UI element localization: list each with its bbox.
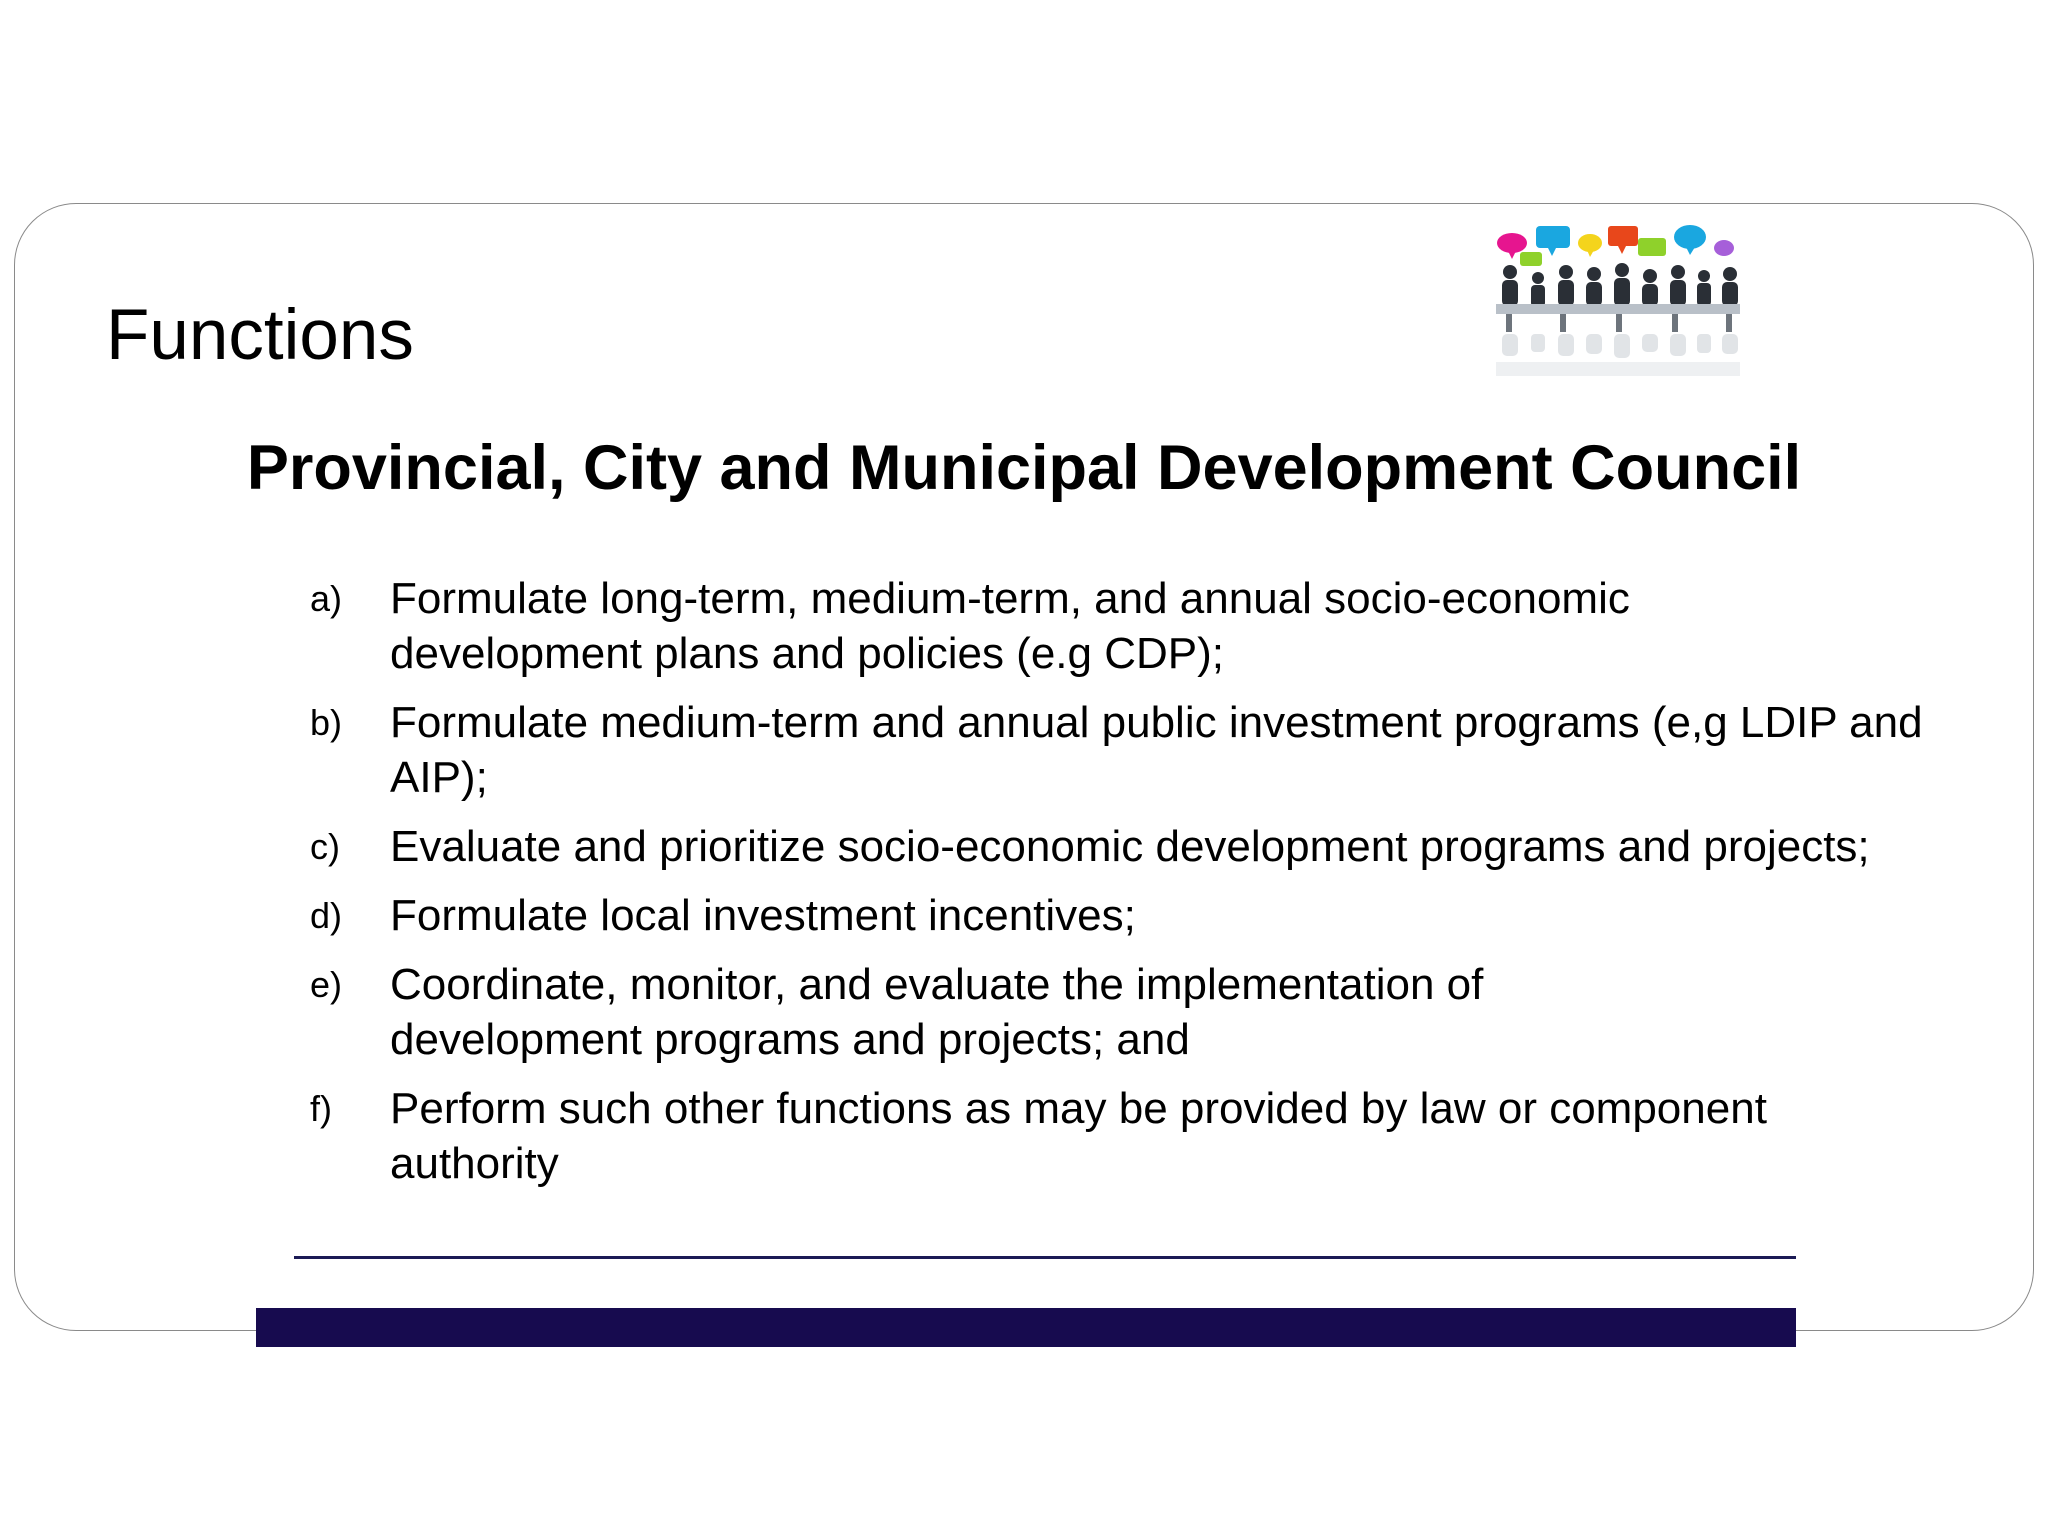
list-item xyxy=(310,695,2000,805)
list-marker: c) xyxy=(310,826,340,867)
list-marker: d) xyxy=(310,895,343,936)
list-item-text: Coordinate, monitor, and evaluate the implementation of development programs and projects; and xyxy=(390,960,1484,1064)
list-item xyxy=(310,819,2000,874)
list-item-text: Formulate long-term, medium-term, and annual socio-economic development plans and policies (e.g CDP); xyxy=(390,574,1630,678)
list-item xyxy=(310,888,2000,943)
people-silhouettes xyxy=(1502,263,1738,307)
council-heading: Provincial, City and Municipal Development Council xyxy=(246,433,1802,503)
reflection xyxy=(1502,334,1738,358)
list-marker: e) xyxy=(310,964,343,1005)
footer-bar xyxy=(256,1308,1796,1347)
list-item xyxy=(310,571,2000,681)
list-marker: a) xyxy=(310,578,343,619)
speech-bubbles xyxy=(1497,225,1734,266)
list-item-text: Evaluate and prioritize socio-economic development programs and projects; xyxy=(390,822,1870,871)
list-item-text: Formulate local investment incentives; xyxy=(390,891,1136,940)
list-item xyxy=(310,1081,2000,1191)
divider-line xyxy=(294,1256,1796,1259)
list-item xyxy=(310,957,2000,1067)
functions-list xyxy=(310,571,2000,1205)
meeting-table xyxy=(1496,304,1740,314)
list-item-text: Formulate medium-term and annual public investment programs (e,g LDIP and AIP); xyxy=(390,698,1923,802)
meeting-speech-bubbles-icon xyxy=(1490,222,1746,392)
list-marker: b) xyxy=(310,702,343,743)
list-item-text: Perform such other functions as may be provided by law or component authority xyxy=(390,1084,1767,1188)
slide-title: Functions xyxy=(106,296,414,375)
list-marker: f) xyxy=(310,1088,332,1129)
